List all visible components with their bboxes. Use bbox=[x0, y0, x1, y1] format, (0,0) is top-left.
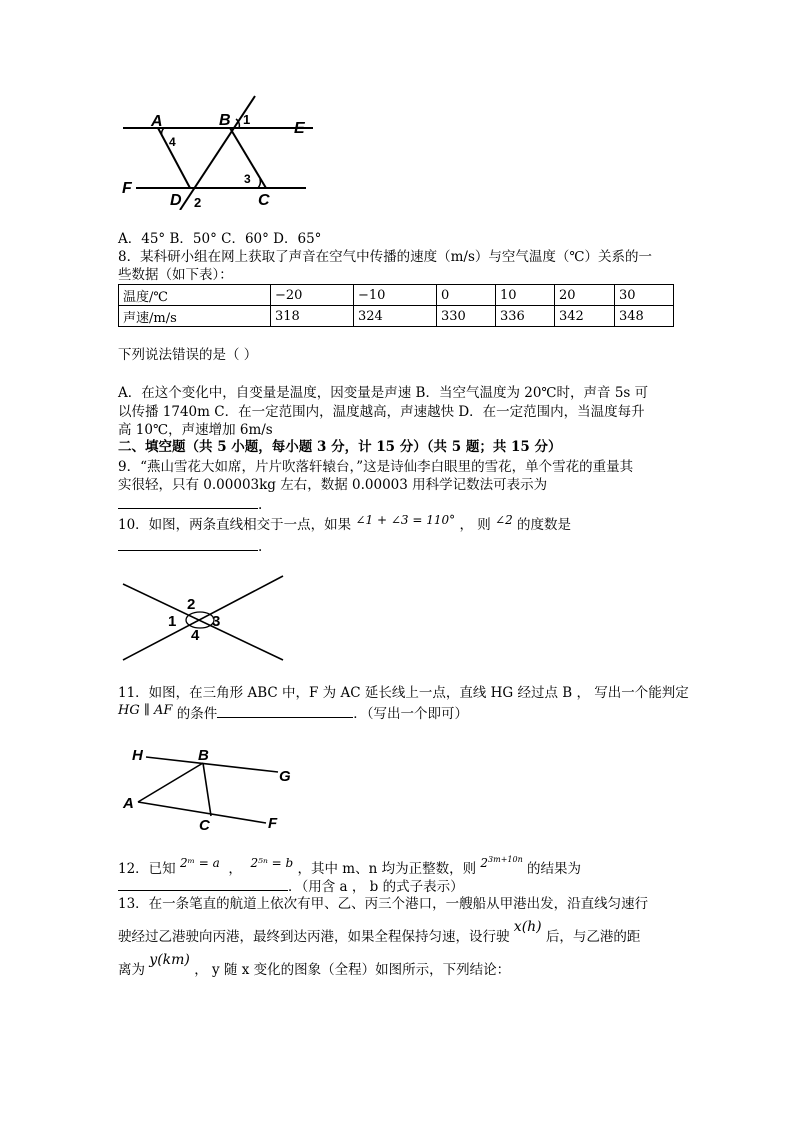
q12-exponent: 3m+10n bbox=[488, 855, 523, 864]
q11-end: ．（写出一个即可） bbox=[353, 706, 468, 722]
table-cell: 324 bbox=[354, 306, 437, 327]
q8-line2: 些数据（如下表）： bbox=[118, 267, 233, 283]
table-cell: 348 bbox=[615, 306, 674, 327]
q12-line2 bbox=[118, 876, 464, 896]
q12-formula-1: 2ᵐ = a bbox=[179, 856, 220, 870]
q12-base: 2 bbox=[480, 856, 489, 870]
q13-line2-a: 驶经过乙港驶向丙港，最终到达丙港，如果全程保持匀速，设行驶 bbox=[118, 929, 510, 945]
point-b-label: B bbox=[219, 112, 231, 129]
table-cell: −10 bbox=[354, 285, 437, 306]
q11-label: 的条件 bbox=[176, 706, 218, 722]
q10-answer-line bbox=[118, 536, 262, 556]
angle-1-label: 1 bbox=[243, 112, 251, 127]
table-cell: 20 bbox=[555, 285, 615, 306]
q13-line3-a: 离为 bbox=[118, 962, 145, 978]
sound-speed-table bbox=[118, 284, 674, 327]
angle-3-label: 3 bbox=[244, 172, 251, 186]
q12-line1: 12．已知 2ᵐ = a ， 2⁵ⁿ = b ，其中 m、n 均为正整数，则 $2^{3m+10n}$ 的结果为 bbox=[118, 855, 582, 877]
q12-end: ．（用含 a ， b 的式子表示） bbox=[288, 879, 464, 895]
point-h-label: H bbox=[132, 747, 143, 764]
answer-blank[interactable] bbox=[217, 703, 353, 718]
q8-question: 下列说法错误的是（ ） bbox=[118, 347, 258, 363]
table-cell: 声速/m/s bbox=[119, 306, 271, 327]
q10-angle: ∠2 bbox=[495, 513, 513, 527]
angle-4-label: 4 bbox=[191, 627, 200, 644]
answer-blank[interactable] bbox=[118, 494, 258, 509]
q12-formula-2: 2⁵ⁿ = b bbox=[250, 856, 294, 870]
point-b-label: B bbox=[198, 747, 209, 764]
q8-options-line2: 以传播 1740m C．在一定范围内，温度越高，声速越快 D．在一定范围内，当温度每升 bbox=[118, 404, 645, 420]
q12-suffix: 的结果为 bbox=[527, 861, 582, 877]
table-row bbox=[119, 306, 674, 327]
point-c-label: C bbox=[199, 817, 210, 834]
point-f-label: F bbox=[268, 815, 278, 832]
q10-suffix: 的度数是 bbox=[517, 517, 572, 533]
segment-ab bbox=[138, 763, 203, 802]
table-cell: 10 bbox=[496, 285, 555, 306]
angle-2-label: 2 bbox=[187, 596, 196, 613]
q8-options-line3: 高 10℃，声速增加 6m/s bbox=[118, 422, 273, 438]
table-cell: 温度/℃ bbox=[119, 285, 271, 306]
q10-end: . bbox=[258, 539, 263, 555]
q11-line2 bbox=[118, 703, 468, 724]
point-c-label: C bbox=[258, 192, 270, 209]
angle-3-label: 3 bbox=[212, 613, 221, 630]
section-2-title: 二、填空题（共 5 小题，每小题 3 分，计 15 分）（共 5 题；共 15 分） bbox=[118, 439, 562, 455]
q8-options-line1: A．在这个变化中，自变量是温度，因变量是声速 B．当空气温度为 20℃时，声音 5s 可 bbox=[118, 385, 649, 401]
q10-figure bbox=[118, 572, 288, 664]
q10-formula: ∠1 + ∠3 = 110° bbox=[355, 513, 456, 527]
point-a-label: A bbox=[123, 795, 134, 812]
table-cell: 342 bbox=[555, 306, 615, 327]
q12-middle: ，其中 m、n 均为正整数，则 bbox=[297, 861, 477, 877]
q13-line1: 13．在一条笔直的航道上依次有甲、乙、丙三个港口，一艘船从甲港出发，沿直线匀速行 bbox=[118, 896, 649, 912]
q9-line2: 实很轻，只有 0.00003kg 左右，数据 0.00003 用科学记数法可表示为 bbox=[118, 477, 548, 493]
q11-figure bbox=[118, 744, 298, 836]
point-e-label: E bbox=[294, 120, 305, 137]
q12-prefix: 12．已知 bbox=[118, 861, 176, 877]
q10-middle: ， 则 bbox=[459, 517, 491, 533]
q13-y-expr: y(km) bbox=[149, 952, 190, 968]
q7-options: A．45° B．50° C．60° D．65° bbox=[118, 231, 322, 247]
point-d-label: D bbox=[170, 192, 182, 209]
table-cell: 30 bbox=[615, 285, 674, 306]
q9-answer-line bbox=[118, 494, 262, 514]
table-cell: 318 bbox=[271, 306, 354, 327]
answer-blank[interactable] bbox=[118, 876, 288, 891]
angle-3-arc bbox=[258, 179, 260, 188]
angle-2-label: 2 bbox=[194, 195, 202, 210]
q10-line1 bbox=[118, 513, 572, 534]
q8-line1: 8．某科研小组在网上获取了声音在空气中传播的速度（m/s）与空气温度（℃）关系的一 bbox=[118, 249, 652, 265]
q11-line1: 11．如图，在三角形 ABC 中，F 为 AC 延长线上一点，直线 HG 经过点 B ， 写出一个能判定 bbox=[118, 685, 689, 701]
table-cell: 0 bbox=[437, 285, 496, 306]
line-hg bbox=[146, 757, 278, 772]
table-row bbox=[119, 285, 674, 306]
point-a-label: A bbox=[151, 113, 163, 130]
q7-figure bbox=[118, 92, 318, 210]
angle-4-label: 4 bbox=[169, 135, 176, 149]
point-g-label: G bbox=[279, 768, 291, 785]
angle-1-label: 1 bbox=[168, 613, 177, 630]
table-cell: 330 bbox=[437, 306, 496, 327]
point-f-label: F bbox=[122, 180, 132, 197]
q13-line2 bbox=[118, 919, 641, 946]
q10-prefix: 10．如图，两条直线相交于一点，如果 bbox=[118, 517, 352, 533]
table-cell: 336 bbox=[496, 306, 555, 327]
q13-line2-b: 后，与乙港的距 bbox=[545, 929, 641, 945]
table-cell: −20 bbox=[271, 285, 354, 306]
q13-line3-b: ， y 随 x 变化的图象（全程）如图所示，下列结论： bbox=[194, 962, 511, 978]
answer-blank[interactable] bbox=[118, 536, 258, 551]
line-2 bbox=[123, 576, 283, 660]
q11-formula: HG ∥ AF bbox=[118, 703, 173, 718]
q13-x-expr: x(h) bbox=[513, 919, 542, 935]
q12-formula-3 bbox=[480, 856, 522, 870]
q13-line3 bbox=[118, 952, 511, 979]
line-1 bbox=[123, 584, 283, 660]
segment-bc bbox=[203, 763, 211, 816]
q9-line1: 9．“燕山雪花大如席，片片吹落轩辕台，”这是诗仙李白眼里的雪花，单个雪花的重量其 bbox=[118, 459, 634, 475]
q9-end: . bbox=[258, 497, 263, 513]
